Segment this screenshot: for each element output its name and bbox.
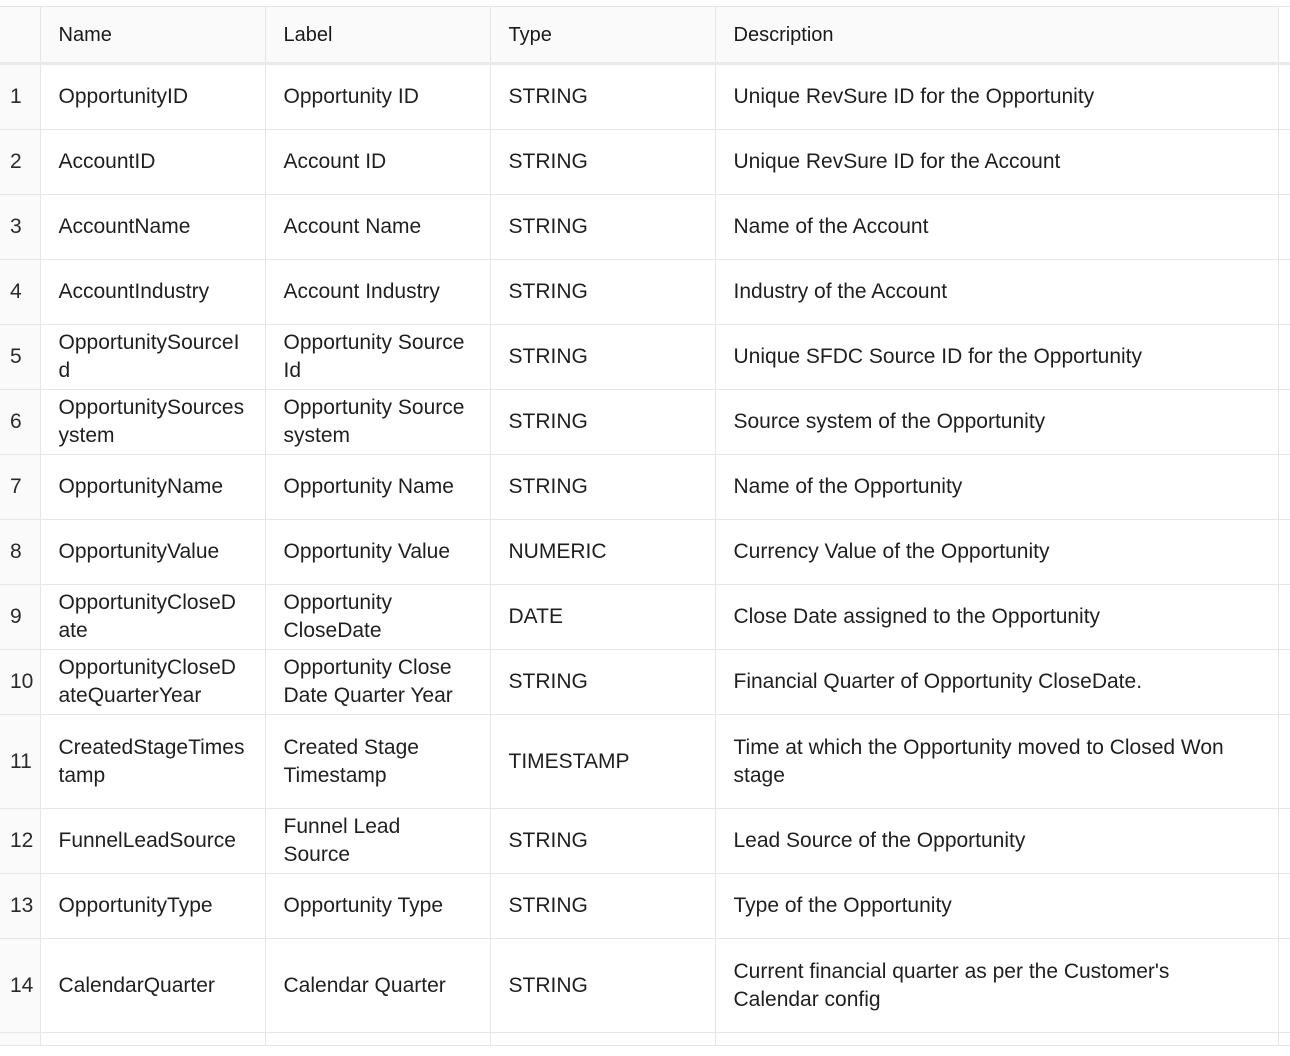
cell-description[interactable]: Financial Quarter of Opportunity CloseDate. xyxy=(715,650,1278,715)
cell-description[interactable]: Currency Value of the Opportunity xyxy=(715,520,1278,585)
cell-type[interactable]: STRING xyxy=(490,809,715,874)
cell-spacer xyxy=(1278,195,1290,260)
row-index: 12 xyxy=(0,809,40,874)
cell-label[interactable]: Funnel Lead Source xyxy=(265,809,490,874)
table-row xyxy=(0,939,1290,1033)
cell-spacer xyxy=(1278,520,1290,585)
table-row xyxy=(0,455,1290,520)
table-row-partial xyxy=(0,1033,1290,1046)
cell-spacer xyxy=(1278,715,1290,809)
cell-description[interactable]: Unique RevSure ID for the Account xyxy=(715,130,1278,195)
cell-name[interactable]: OpportunityCloseDateQuarterYear xyxy=(40,650,265,715)
cell-spacer xyxy=(1278,939,1290,1033)
cell-description[interactable]: Source system of the Opportunity xyxy=(715,390,1278,455)
cell-label[interactable]: Opportunity CloseDate xyxy=(265,585,490,650)
cell-spacer xyxy=(1278,809,1290,874)
cell-label[interactable]: Account Industry xyxy=(265,260,490,325)
cell-label[interactable]: Account Name xyxy=(265,195,490,260)
table-row xyxy=(0,325,1290,390)
cell-description[interactable]: Time at which the Opportunity moved to Closed Won stage xyxy=(715,715,1278,809)
cell-type[interactable]: TIMESTAMP xyxy=(490,715,715,809)
row-index: 8 xyxy=(0,520,40,585)
cell-label[interactable]: Opportunity Source system xyxy=(265,390,490,455)
cell-description[interactable]: Name of the Account xyxy=(715,195,1278,260)
cell-label[interactable]: Calendar Quarter xyxy=(265,939,490,1033)
cell-spacer xyxy=(1278,1033,1290,1046)
cell-description[interactable]: Unique RevSure ID for the Opportunity xyxy=(715,64,1278,130)
cell-description[interactable]: Type of the Opportunity xyxy=(715,874,1278,939)
cell-label xyxy=(265,1033,490,1046)
row-index: 13 xyxy=(0,874,40,939)
row-index xyxy=(0,1033,40,1046)
cell-type[interactable]: STRING xyxy=(490,874,715,939)
cell-name[interactable]: OpportunityID xyxy=(40,64,265,130)
cell-label[interactable]: Opportunity Type xyxy=(265,874,490,939)
header-index xyxy=(0,7,40,64)
cell-name[interactable]: OpportunityType xyxy=(40,874,265,939)
header-type[interactable]: Type xyxy=(490,7,715,64)
row-index: 1 xyxy=(0,64,40,130)
header-description[interactable]: Description xyxy=(715,7,1278,64)
cell-type[interactable]: STRING xyxy=(490,650,715,715)
cell-name[interactable]: AccountIndustry xyxy=(40,260,265,325)
row-index: 3 xyxy=(0,195,40,260)
row-index: 10 xyxy=(0,650,40,715)
table-row xyxy=(0,195,1290,260)
cell-label[interactable]: Opportunity Name xyxy=(265,455,490,520)
table-row xyxy=(0,520,1290,585)
cell-spacer xyxy=(1278,325,1290,390)
cell-name[interactable]: OpportunityName xyxy=(40,455,265,520)
table-row xyxy=(0,650,1290,715)
row-index: 4 xyxy=(0,260,40,325)
cell-type[interactable]: DATE xyxy=(490,585,715,650)
cell-name[interactable]: OpportunityValue xyxy=(40,520,265,585)
cell-name[interactable]: OpportunityCloseDate xyxy=(40,585,265,650)
row-index: 14 xyxy=(0,939,40,1033)
cell-spacer xyxy=(1278,130,1290,195)
table-row xyxy=(0,260,1290,325)
cell-description[interactable]: Current financial quarter as per the Customer's Calendar config xyxy=(715,939,1278,1033)
row-index: 9 xyxy=(0,585,40,650)
table-row xyxy=(0,390,1290,455)
table-row xyxy=(0,809,1290,874)
cell-label[interactable]: Opportunity Source Id xyxy=(265,325,490,390)
row-index: 11 xyxy=(0,715,40,809)
header-row xyxy=(0,7,1290,64)
cell-type[interactable]: STRING xyxy=(490,455,715,520)
cell-name[interactable]: CalendarQuarter xyxy=(40,939,265,1033)
cell-description[interactable]: Industry of the Account xyxy=(715,260,1278,325)
cell-label[interactable]: Account ID xyxy=(265,130,490,195)
header-spacer xyxy=(1278,7,1290,64)
cell-label[interactable]: Opportunity ID xyxy=(265,64,490,130)
row-index: 2 xyxy=(0,130,40,195)
cell-label[interactable]: Opportunity Close Date Quarter Year xyxy=(265,650,490,715)
row-index: 6 xyxy=(0,390,40,455)
cell-name xyxy=(40,1033,265,1046)
row-index: 5 xyxy=(0,325,40,390)
table-row xyxy=(0,64,1290,130)
cell-type[interactable]: STRING xyxy=(490,939,715,1033)
schema-table xyxy=(0,7,1290,1046)
cell-spacer xyxy=(1278,874,1290,939)
cell-name[interactable]: AccountName xyxy=(40,195,265,260)
header-name[interactable]: Name xyxy=(40,7,265,64)
header-label[interactable]: Label xyxy=(265,7,490,64)
cell-type[interactable]: STRING xyxy=(490,325,715,390)
cell-label[interactable]: Created Stage Timestamp xyxy=(265,715,490,809)
cell-spacer xyxy=(1278,64,1290,130)
cell-name[interactable]: OpportunitySourceId xyxy=(40,325,265,390)
cell-description[interactable]: Close Date assigned to the Opportunity xyxy=(715,585,1278,650)
table-row xyxy=(0,874,1290,939)
cell-type[interactable]: STRING xyxy=(490,195,715,260)
cell-type[interactable]: STRING xyxy=(490,64,715,130)
cell-label[interactable]: Opportunity Value xyxy=(265,520,490,585)
top-gap xyxy=(0,0,1290,7)
row-index: 7 xyxy=(0,455,40,520)
cell-description xyxy=(715,1033,1278,1046)
cell-type[interactable]: STRING xyxy=(490,130,715,195)
cell-description[interactable]: Unique SFDC Source ID for the Opportunity xyxy=(715,325,1278,390)
cell-description[interactable]: Lead Source of the Opportunity xyxy=(715,809,1278,874)
cell-name[interactable]: OpportunitySourcesystem xyxy=(40,390,265,455)
cell-spacer xyxy=(1278,260,1290,325)
table-row xyxy=(0,715,1290,809)
table-row xyxy=(0,130,1290,195)
cell-type xyxy=(490,1033,715,1046)
cell-name[interactable]: FunnelLeadSource xyxy=(40,809,265,874)
cell-name[interactable]: CreatedStageTimestamp xyxy=(40,715,265,809)
cell-spacer xyxy=(1278,390,1290,455)
cell-description[interactable]: Name of the Opportunity xyxy=(715,455,1278,520)
cell-name[interactable]: AccountID xyxy=(40,130,265,195)
cell-type[interactable]: NUMERIC xyxy=(490,520,715,585)
cell-spacer xyxy=(1278,455,1290,520)
cell-spacer xyxy=(1278,650,1290,715)
cell-spacer xyxy=(1278,585,1290,650)
cell-type[interactable]: STRING xyxy=(490,260,715,325)
cell-type[interactable]: STRING xyxy=(490,390,715,455)
table-row xyxy=(0,585,1290,650)
